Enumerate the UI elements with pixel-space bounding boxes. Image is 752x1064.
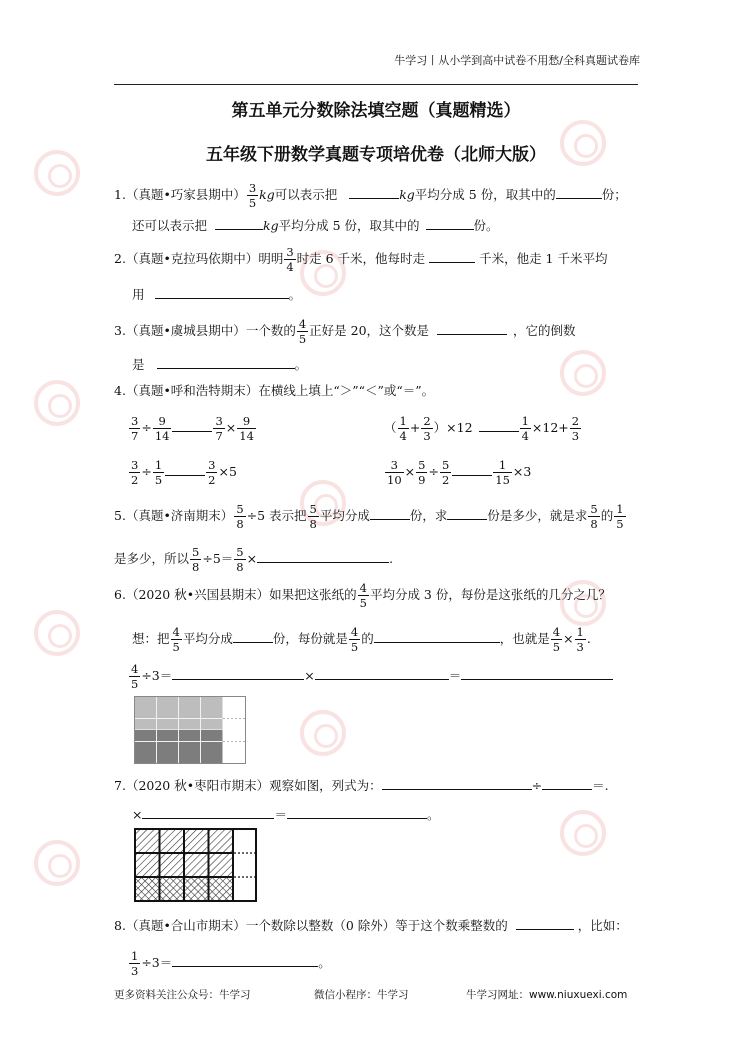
answer-blank[interactable] [349, 187, 399, 199]
q7-dashed-lines [234, 853, 256, 877]
q4-compare-4: $\frac{3}{10}$ × $\frac{5}{9}$ ÷ $\frac{5}{2}$ $\frac{1}{15}$ ×3 [387, 458, 532, 488]
footer-wechat-account: 更多资料关注公众号：牛学习 [114, 989, 251, 1001]
footer-website[interactable]: 牛学习网址：www.niuxuexi.com [466, 989, 628, 1001]
answer-blank[interactable] [257, 551, 389, 563]
q4-compare-2: （ $\frac{1}{4}$ + $\frac{2}{3}$ ）×12 $\frac{1}{4}$ ×12+ $\frac{2}{3}$ [384, 414, 580, 444]
answer-blank[interactable] [516, 918, 574, 930]
question-3-line-1: 3.（真题•虞城县期中）一个数的 $\frac{4}{5}$ 正好是 20，这个数是 ，它的倒数 [114, 317, 576, 347]
answer-blank[interactable] [374, 631, 500, 643]
answer-blank[interactable] [165, 464, 205, 476]
header-tagline: 牛学习丨从小学到高中试卷不用愁/全科真题试卷库 [394, 54, 640, 67]
answer-blank[interactable] [155, 287, 289, 299]
question-1-line-2: 还可以表示把 kg平均分成 5 份，取其中的 份。 [132, 218, 499, 233]
question-6-line-2: 想：把 $\frac{4}{5}$ 平均分成 份，每份就是 $\frac{4}{5}$ 的 ，也就是 $\frac{4}{5}$ × $\frac{1}{3}$ . [132, 625, 591, 655]
question-3-line-2: 是 。 [132, 357, 308, 372]
question-2-line-1: 2.（真题•克拉玛依期中）明明 $\frac{3}{4}$ 时走 6 千米，他每时走 千米，他走 1 千米平均 [114, 245, 608, 275]
answer-blank[interactable] [215, 218, 263, 230]
footer-mini-program: 微信小程序：牛学习 [314, 989, 409, 1001]
answer-blank[interactable] [157, 357, 295, 369]
question-8-line-2: $\frac{1}{3}$ ÷3＝ 。 [131, 949, 331, 979]
page-subtitle: 五年级下册数学真题专项培优卷（北师大版） [206, 145, 546, 165]
header-rule [114, 84, 638, 85]
answer-blank[interactable] [461, 668, 613, 680]
question-6-line-3: $\frac{4}{5}$ ÷3＝ × ＝ [128, 663, 640, 690]
question-8-line-1: 8.（真题•合山市期末）一个数除以整数（0 除外）等于这个数乘整数的 ，比如： [114, 918, 628, 933]
answer-blank[interactable] [429, 251, 475, 263]
answer-blank[interactable] [233, 631, 273, 643]
answer-blank[interactable] [437, 323, 507, 335]
q6-dashed-lines [223, 719, 245, 742]
answer-blank[interactable] [287, 807, 427, 819]
question-6-line-1: 6.（2020 秋•兴国县期末）如果把这张纸的 $\frac{4}{5}$ 平均分成 3 份，每份是这张纸的几分之几？ [114, 581, 611, 611]
answer-blank[interactable] [315, 668, 449, 680]
answer-blank[interactable] [556, 187, 602, 199]
q4-compare-1: $\frac{3}{7}$ ÷ $\frac{9}{14}$ $\frac{3}{7}$ × $\frac{9}{14}$ [131, 414, 254, 444]
answer-blank[interactable] [382, 778, 532, 790]
question-7-line-2: × ＝ 。 [132, 807, 440, 822]
q4-compare-3: $\frac{3}{2}$ ÷ $\frac{1}{5}$ $\frac{3}{2}$ ×5 [131, 458, 237, 488]
answer-blank[interactable] [172, 668, 304, 680]
question-5-line-1: 5.（真题•济南期末） $\frac{5}{8}$ ÷5 表示把 $\frac{5}{8}$ 平均分成 份，求 份是多少，就是求 $\frac{5}{8}$ 的 $\frac{1}{5}$ [114, 502, 624, 532]
q6-paper-diagram [134, 696, 246, 764]
question-1-line-1: 1.（真题•巧家县期中） $\frac{3}{5}$ kg可以表示把 kg平均分成 5 份，取其中的 份； [114, 181, 627, 211]
answer-blank[interactable] [172, 955, 318, 967]
answer-blank[interactable] [447, 508, 487, 520]
question-5-line-2: 是多少，所以 $\frac{5}{8}$ ÷5＝ $\frac{5}{8}$ × . [114, 545, 394, 575]
answer-blank[interactable] [542, 778, 592, 790]
page-title: 第五单元分数除法填空题（真题精选） [231, 101, 521, 121]
question-4-line-1: 4.（真题•呼和浩特期末）在横线上填上“＞”“＜”或“＝”。 [114, 383, 435, 398]
answer-blank[interactable] [172, 420, 212, 432]
q7-grid-diagram [134, 828, 258, 902]
answer-blank[interactable] [142, 807, 274, 819]
answer-blank[interactable] [479, 420, 519, 432]
question-2-line-2: 用 。 [132, 287, 302, 302]
answer-blank[interactable] [370, 508, 410, 520]
answer-blank[interactable] [452, 464, 492, 476]
question-7-line-1: 7.（2020 秋•枣阳市期末）观察如图，列式为： ÷ ＝. [114, 778, 609, 793]
answer-blank[interactable] [426, 218, 474, 230]
